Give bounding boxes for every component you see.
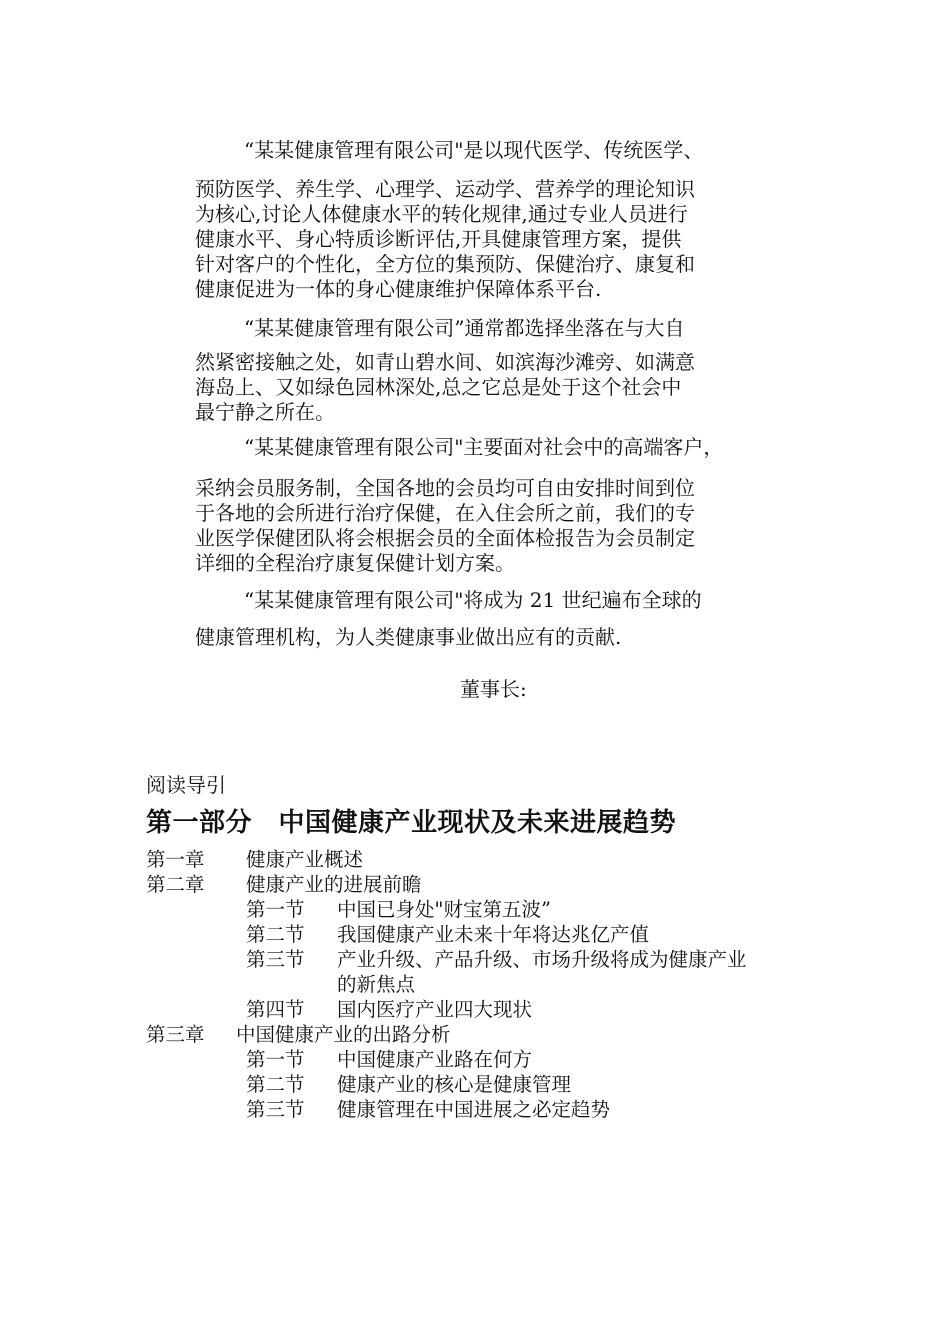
toc-section-title: 产业升级、产品升级、市场升级将成为健康产业 — [337, 948, 747, 971]
toc-chapter-label: 第二章 — [146, 873, 205, 896]
paragraph-line: “某某健康管理有限公司"是以现代医学、传统医学、 — [244, 138, 704, 162]
toc-section-label: 第二节 — [246, 923, 305, 946]
paragraph-line: “某某健康管理有限公司"将成为 21 世纪遍布全球的 — [244, 588, 702, 612]
paragraph-line: 健康水平、身心特质诊断评估,开具健康管理方案，提供 — [195, 227, 682, 251]
toc-chapter-label: 第一章 — [146, 848, 205, 871]
signature: 董事长: — [460, 677, 527, 701]
toc-chapter-title: 中国健康产业的出路分析 — [236, 1023, 451, 1046]
paragraph-line: 最宁静之所在。 — [195, 400, 335, 424]
toc-section-title: 中国已身处"财宝第五波” — [337, 898, 551, 921]
toc-section-label: 第一节 — [246, 1048, 305, 1071]
paragraph-line: 详细的全程治疗康复保健计划方案。 — [195, 551, 515, 575]
paragraph-line: 然紧密接触之处，如青山碧水间、如滨海沙滩旁、如满意 — [195, 350, 695, 374]
paragraph-line: 为核心,讨论人体健康水平的转化规律,通过专业人员进行 — [195, 202, 688, 226]
toc-section-title: 国内医疗产业四大现状 — [337, 998, 533, 1021]
paragraph-line: 于各地的会所进行治疗保健，在入住会所之前，我们的专 — [195, 501, 695, 525]
toc-section-label: 第三节 — [246, 1098, 305, 1121]
paragraph-line: “某某健康管理有限公司”通常都选择坐落在与大自 — [244, 316, 685, 340]
paragraph-line: 针对客户的个性化，全方位的集预防、保健治疗、康复和 — [195, 252, 695, 276]
paragraph-line: 采纳会员服务制，全国各地的会员均可自由安排时间到位 — [195, 476, 695, 500]
paragraph-line: 海岛上、又如绿色园林深处,总之它总是处于这个社会中 — [195, 375, 682, 399]
toc-section-title: 中国健康产业路在何方 — [337, 1048, 533, 1071]
paragraph-line: 健康促进为一体的身心健康维护保障体系平台. — [195, 277, 602, 301]
toc-section-label: 第四节 — [246, 998, 305, 1021]
paragraph-line: “某某健康管理有限公司"主要面对社会中的高端客户， — [244, 435, 724, 459]
paragraph-line: 预防医学、养生学、心理学、运动学、营养学的理论知识 — [195, 177, 695, 201]
toc-section-label: 第二节 — [246, 1073, 305, 1096]
toc-chapter-title: 健康产业概述 — [246, 848, 364, 871]
toc-section-label: 第一节 — [246, 898, 305, 921]
toc-chapter-label: 第三章 — [146, 1023, 205, 1046]
part-title: 第一部分 中国健康产业现状及未来进展趋势 — [146, 808, 677, 838]
paragraph-line: 业医学保健团队将会根据会员的全面体检报告为会员制定 — [195, 526, 695, 550]
toc-section-title-continued: 的新焦点 — [337, 973, 416, 996]
toc-section-title: 我国健康产业未来十年将达兆亿产值 — [337, 923, 650, 946]
reading-guide-label: 阅读导引 — [146, 773, 226, 797]
toc-chapter-title: 健康产业的进展前瞻 — [246, 873, 422, 896]
toc-section-label: 第三节 — [246, 948, 305, 971]
toc-section-title: 健康产业的核心是健康管理 — [337, 1073, 572, 1096]
paragraph-line: 健康管理机构，为人类健康事业做出应有的贡献. — [195, 625, 622, 649]
toc-section-title: 健康管理在中国进展之必定趋势 — [337, 1098, 611, 1121]
